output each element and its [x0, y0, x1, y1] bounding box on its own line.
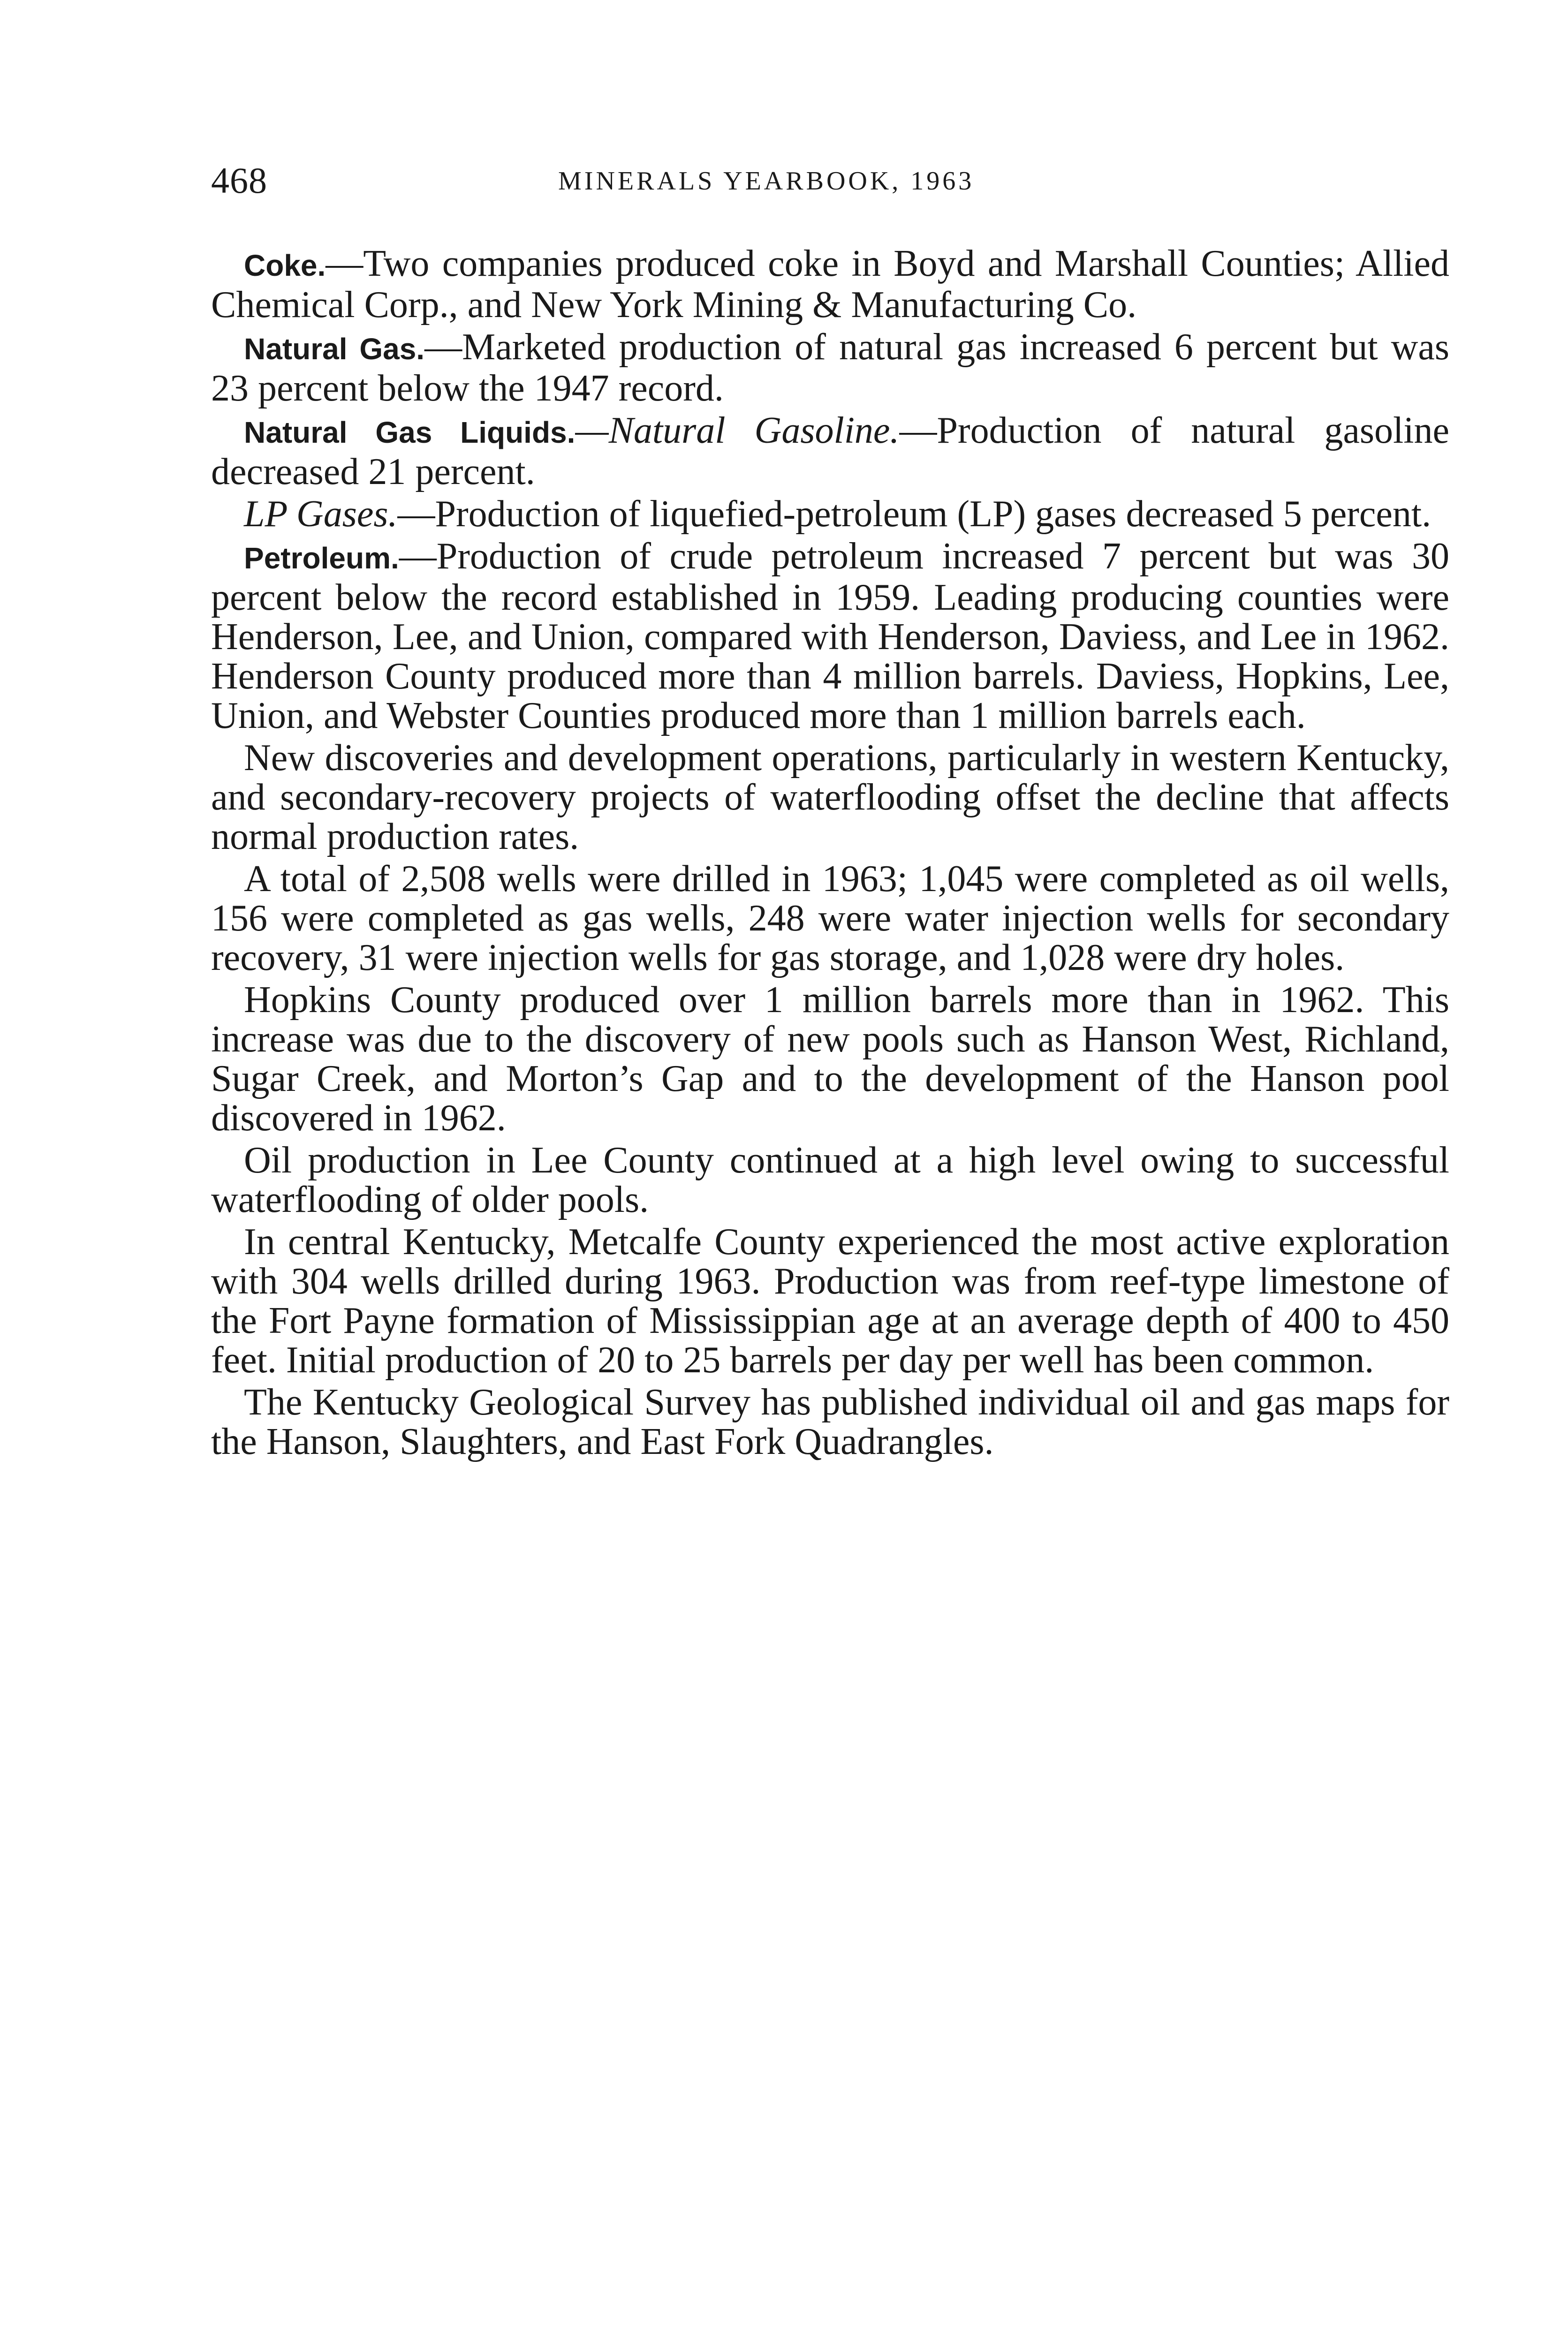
paragraph-natural-gas: [211, 327, 1449, 408]
paragraph-survey: The Kentucky Geological Survey has published individual oil and gas maps for the Hanson, Slaughters, and East Fork Quadrangles.: [211, 1382, 1449, 1462]
paragraph-lp-gases: [211, 494, 1449, 534]
document-page: [211, 159, 1449, 1461]
lead-natural-gas-liquids: Natural Gas Liquids.: [244, 416, 576, 449]
subhead-natural-gasoline: —Natural Gasoline.: [575, 410, 900, 451]
paragraph-metcalfe: In central Kentucky, Metcalfe County experienced the most active exploration with 304 wells drilled during 1963. Production was from reef-type limestone of the Fort Payne formation of Mississippian age at an average depth of 400 to 450 feet. Initial production of 20 to 25 barrels per day per well has been common.: [211, 1221, 1449, 1381]
paragraph-lee: Oil production in Lee County continued at a high level owing to successful waterflooding of older pools.: [211, 1140, 1449, 1220]
running-title: MINERALS YEARBOOK, 1963: [558, 166, 975, 196]
paragraph-wells: A total of 2,508 wells were drilled in 1963; 1,045 were completed as oil wells, 156 were completed as gas wells, 248 were water injection wells for secondary recovery, 31 were injection wells for gas storage, and 1,028 were dry holes.: [211, 858, 1449, 978]
subhead-lp-gases: LP Gases.: [244, 493, 398, 535]
text-lp-gases: —Production of liquefied-petroleum (LP) gases decreased 5 percent.: [397, 493, 1432, 535]
text-natural-gasoline: —Production of natural gasoline decreased 21 percent.: [211, 410, 1450, 492]
text-natural-gas: —Marketed production of natural gas increased 6 percent but was 23 percent below the 1947 record.: [211, 326, 1450, 409]
paragraph-petroleum: [211, 537, 1449, 735]
lead-coke: Coke.: [244, 249, 326, 282]
running-head: [211, 159, 1449, 211]
paragraph-hopkins: Hopkins County produced over 1 million barrels more than in 1962. This increase was due to the discovery of new pools such as Hanson West, Richland, Sugar Creek, and Morton’s Gap and to the development of the Hanson pool discovered in 1962.: [211, 979, 1449, 1139]
lead-natural-gas: Natural Gas.: [244, 332, 425, 366]
paragraph-coke: [211, 244, 1449, 325]
paragraph-natural-gas-liquids: [211, 411, 1449, 492]
text-coke: —Two companies produced coke in Boyd and Marshall Counties; Allied Chemical Corp., and New York Mining & Manufacturing Co.: [211, 243, 1449, 325]
text-petroleum: —Production of crude petroleum increased 7 percent but was 30 percent below the record established in 1959. Leading producing counties were Henderson, Lee, and Union, compared with Henderson, Daviess, and Lee in 1962. Henderson County produced more than 4 million barrels. Daviess, Hopkins, Lee, Union, and Webster Counties produced more than 1 million barrels each.: [211, 536, 1449, 736]
page-number: 468: [211, 160, 267, 201]
paragraph-discoveries: New discoveries and development operations, particularly in western Kentucky, and secondary-recovery projects of waterflooding offset the decline that affects normal production rates.: [211, 737, 1449, 857]
lead-petroleum: Petroleum.: [244, 541, 399, 575]
